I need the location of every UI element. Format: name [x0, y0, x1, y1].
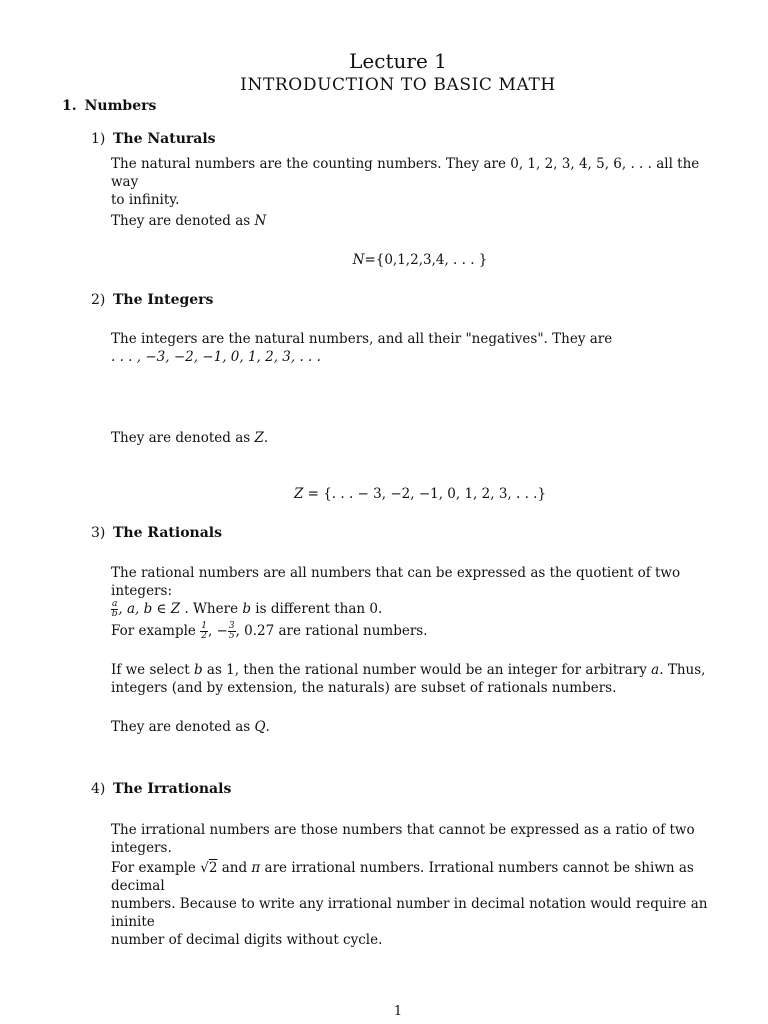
integers-denoted	[111, 429, 721, 447]
rationals-end: is different than 0.	[251, 601, 383, 617]
subsection-label: The Naturals	[113, 131, 216, 147]
naturals-symbol: N	[254, 213, 267, 229]
integers-denoted-text: They are denoted as	[111, 430, 251, 446]
irrationals-line-3: number of decimal digits without cycle.	[111, 932, 383, 948]
naturals-set-body: ={0,1,2,3,4, . . . }	[364, 252, 488, 268]
rationals-denoted	[111, 718, 721, 736]
rationals-condition: , a, b ∈ Z	[118, 601, 181, 617]
rationals-example-sep: , −	[207, 623, 228, 639]
rationals-subset-line-2: integers (and by extension, the naturals) are subset of rationals numbers.	[111, 680, 617, 696]
page-number: 1	[393, 1004, 403, 1019]
rationals-where: . Where	[180, 601, 243, 617]
irrationals-definition: The irrational numbers are those numbers that cannot be expressed as a ratio of two integers.	[111, 822, 695, 856]
section-heading-numbers	[62, 98, 156, 114]
rationals-symbol: Q	[254, 719, 266, 735]
subsection-heading-irrationals	[91, 781, 231, 797]
rationals-paragraph	[111, 564, 721, 619]
subsection-number: 4)	[91, 781, 106, 797]
rationals-example	[111, 622, 721, 641]
lecture-title: Lecture 1	[349, 49, 447, 73]
subsection-label: The Integers	[113, 292, 214, 308]
lecture-subtitle: INTRODUCTION TO BASIC MATH	[240, 75, 556, 95]
pi-symbol: π	[251, 860, 261, 876]
rationals-text-line-1: The rational numbers are all numbers that can be expressed as the quotient of two integers:	[111, 565, 681, 599]
rationals-denoted-period: .	[265, 719, 270, 735]
fraction-three-fifths: $\frac{3}{5}$	[228, 621, 235, 641]
irrationals-example-paragraph	[111, 859, 721, 949]
subsection-heading-integers	[91, 292, 213, 308]
subsection-number: 2)	[91, 292, 106, 308]
subsection-number: 3)	[91, 525, 106, 541]
rationals-subset-paragraph	[111, 661, 721, 697]
section-number: 1.	[62, 98, 77, 114]
subsection-label: The Rationals	[113, 525, 222, 541]
rationals-var-b: b	[242, 601, 252, 617]
subsection-heading-rationals	[91, 525, 222, 541]
fraction-one-half: $\frac{1}{2}$	[201, 621, 207, 641]
rationals-text-line-2	[111, 600, 721, 619]
sqrt-symbol: √	[200, 860, 209, 876]
naturals-paragraph	[111, 155, 721, 209]
rationals-denoted-text: They are denoted as	[111, 719, 251, 735]
section-label: Numbers	[84, 98, 157, 114]
integers-set	[0, 486, 768, 502]
integers-symbol: Z	[254, 430, 264, 446]
integers-denoted-period: .	[263, 430, 269, 446]
naturals-set-symbol: N	[352, 252, 365, 268]
fraction-a-over-b: $\frac{a}{b}$	[111, 599, 118, 619]
integers-text-line-1: The integers are the natural numbers, and all their "negatives". They are	[111, 331, 613, 347]
naturals-denoted	[111, 212, 721, 230]
integers-set-symbol: Z	[293, 486, 304, 502]
integers-sequence: . . . , −3, −2, −1, 0, 1, 2, 3, . . .	[111, 349, 321, 365]
naturals-text-line-2: to infinity.	[111, 192, 180, 208]
subsection-number: 1)	[91, 131, 106, 147]
rationals-example-prefix: For example	[111, 623, 201, 639]
rationals-example-rest: , 0.27 are rational numbers.	[235, 623, 428, 639]
subsection-label: The Irrationals	[113, 781, 232, 797]
integers-set-body: = {. . . − 3, −2, −1, 0, 1, 2, 3, . . .}	[303, 486, 547, 502]
naturals-set	[0, 252, 768, 268]
naturals-text-line-1: The natural numbers are the counting numbers. They are 0, 1, 2, 3, 4, 5, 6, . . . all the way	[111, 156, 700, 190]
subsection-heading-naturals	[91, 131, 216, 147]
rationals-subset-line-1: If we select b as 1, then the rational number would be an integer for arbitrary a. Thus,	[111, 662, 706, 678]
irrationals-line-1: For example √2 and π are irrational numbers. Irrational numbers cannot be shiwn as decimal	[111, 860, 694, 894]
naturals-denoted-text: They are denoted as	[111, 213, 251, 229]
irrationals-line-2: numbers. Because to write any irrational number in decimal notation would require an ininite	[111, 896, 708, 930]
integers-paragraph	[111, 330, 721, 366]
sqrt-argument: 2	[208, 860, 218, 876]
